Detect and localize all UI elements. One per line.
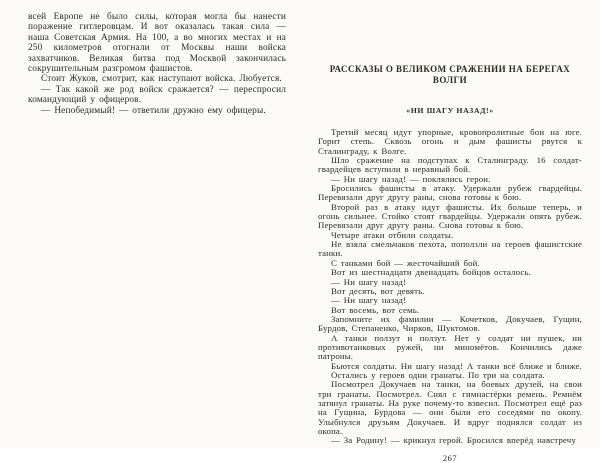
paragraph: Стоит Жуков, смотрит, как наступают войска. Любуется. xyxy=(41,74,282,85)
left-page xyxy=(28,12,286,116)
paragraph: всей Европе не было силы, которая могла бы нанести поражение гитлеровцам. И вот оказалась такая сила — наша Советская Армия. На 100, а во многих местах и на 250 километров отогнали от Москвы наши войска захватчиков. Великая битва под Москвой закончилась сокрушительным разгромом фашистов. xyxy=(28,12,286,75)
left-page-body xyxy=(28,12,286,116)
paragraph: Вот из шестнадцати двенадцать бойцов осталось. xyxy=(331,267,531,278)
paragraph: С танками бой — жесточайший бой. xyxy=(331,257,480,268)
paragraph: Запомните их фамилии — Кочетков, Докучаев, Гущин, Бурдов, Степаненко, Чирков, Шуктомов. xyxy=(318,313,582,334)
paragraph: Шло сражение на подступах к Сталинграду. 16 солдат-гвардейцев вступили в неравный бой. xyxy=(318,155,582,175)
right-page xyxy=(318,64,582,463)
paragraph: Посмотрел Докучаев на танки, на боевых друзей, на свои три гранаты. Посмотрел. Снял с гимнастёрки ремень. Ремнём затянул гранаты. На руке почему-то взвесил. Посмотрел ещё раз на Гущина, Бурдова — они были его соседями по окопу. Улыбнулся друзьям Докучаев. И вдруг поднялся солдат из окопа. xyxy=(318,379,582,436)
paragraph: — Так какой же род войск сражается? — переспросил командующий у офицеров. xyxy=(28,84,286,106)
story-heading: РАССКАЗЫ О ВЕЛИКОМ СРАЖЕНИИ НА БЕРЕГАХ ВОЛГИ xyxy=(329,64,571,85)
paragraph: Остались у героев одни гранаты. По три на солдата. xyxy=(331,369,545,380)
paragraph: — Непобедимый! — ответили дружно ему офицеры. xyxy=(41,105,266,116)
page-number: 267 xyxy=(442,452,458,463)
chapter-subheading: «НИ ШАГУ НАЗАД!» xyxy=(406,106,494,115)
paragraph: Второй раз в атаку идут фашисты. Их больше теперь, и огонь сильнее. Стойко стоят гвардейцы. Удержали опять рубеж. Перевязали друг другу раны. Снова готовы к бою. xyxy=(318,201,582,231)
paragraph: — Ни шагу назад! — поклялись герои. xyxy=(331,173,491,184)
paragraph: Бросились фашисты в атаку. Удержали рубеж гвардейцы. Перевязали друг другу раны, снова готовы к бою. xyxy=(318,183,582,203)
paragraph: А танки ползут и ползут. Нет у солдат ни пушек, ни противотанковых ружей, ни миномётов. Кончились даже патроны. xyxy=(318,332,582,362)
paragraph: — Ни шагу назад! xyxy=(331,295,407,306)
paragraph: Не взяла смельчаков пехота, поползли на героев фашистские танки. xyxy=(318,239,582,259)
paragraph: Вот восемь, вот семь. xyxy=(331,304,420,315)
paragraph: Четыре атаки отбили солдаты. xyxy=(331,229,454,240)
paragraph: Бьются солдаты. Ни шагу назад! А танки всё ближе и ближе. xyxy=(331,360,582,371)
paragraph: Вот десять, вот девять. xyxy=(331,285,425,296)
paragraph: — Ни шагу назад! xyxy=(331,276,407,287)
right-page-body xyxy=(318,128,582,446)
paragraph: Третий месяц идут упорные, кровопролитные бои на юге. Горит степь. Сквозь огонь и дым фашисты рвутся к Сталинграду, к Волге. xyxy=(318,127,582,156)
paragraph: — За Родину! — крикнул герой. Бросился вперёд навстречу xyxy=(331,435,576,446)
